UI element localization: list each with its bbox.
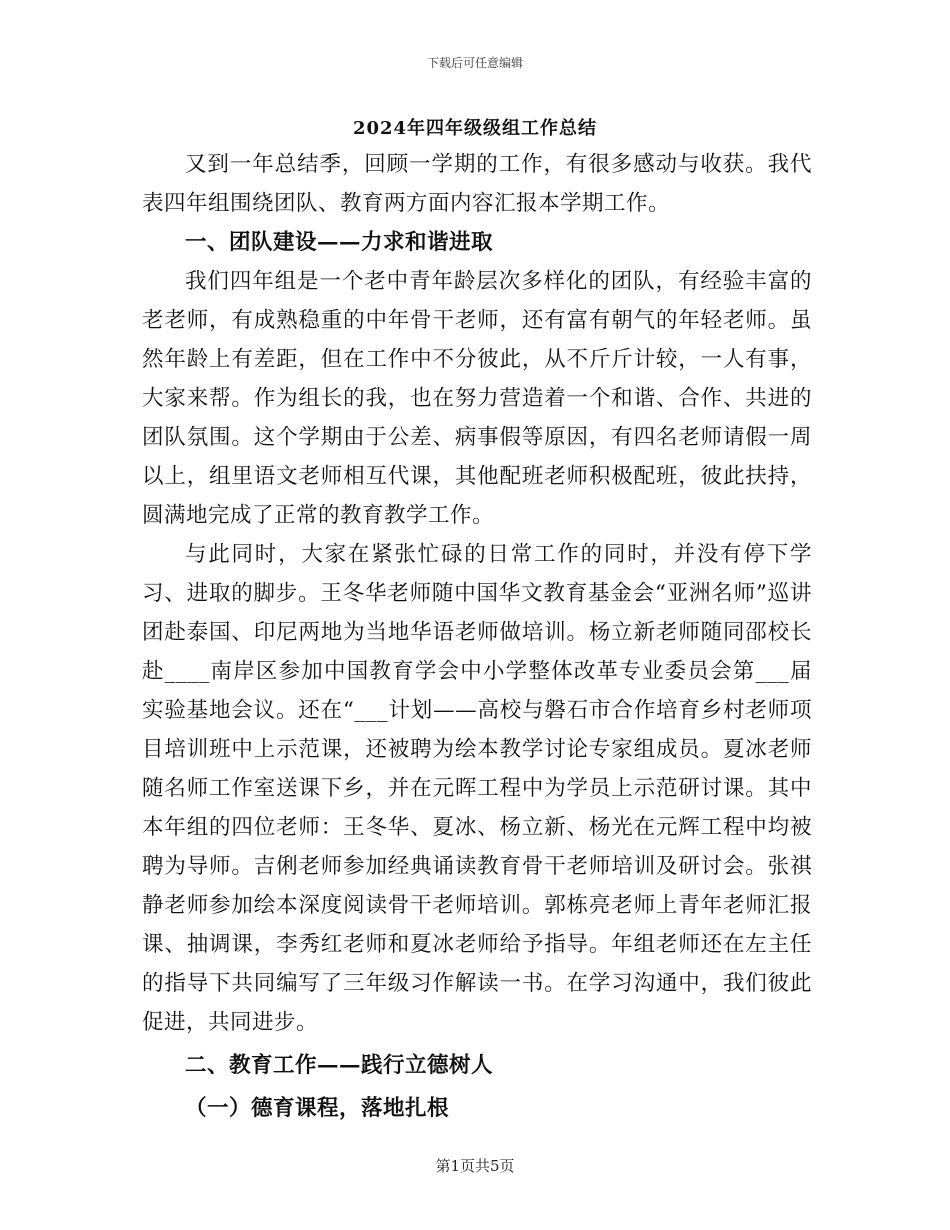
document-title: 2024年四年级级组工作总结 [352, 118, 598, 139]
page-header-note: 下载后可任意编辑 [426, 56, 523, 70]
section-1-heading: 一、团队建设——力求和谐进取 [185, 230, 494, 255]
section-1-paragraph-1: 我们四年组是一个老中青年龄层次多样化的团队，有经验丰富的老老师，有成熟稳重的中年骨干老师，还有富有朝气的年轻老师。虽然年龄上有差距，但在工作中不分彼此，从不斤斤计较，一人有事，大家来帮。作为组长的我，也在努力营造着一个和谐、合作、共进的团队氛围。这个学期由于公差、病事假等原因，有四名老师请假一周以上，组里语文老师相互代课，其他配班老师积极配班，彼此扶持，圆满地完成了正常的教育教学工作。 [142, 269, 812, 528]
page-number: 第1页共5页 [435, 1157, 515, 1175]
document-body [142, 145, 812, 1128]
section-2-heading: 二、教育工作——践行立德树人 [185, 1053, 494, 1078]
intro-paragraph: 又到一年总结季，回顾一学期的工作，有很多感动与收获。我代表四年组围绕团队、教育两方面内容汇报本学期工作。 [142, 152, 812, 216]
section-1-paragraph-2: 与此同时，大家在紧张忙碌的日常工作的同时，并没有停下学习、进取的脚步。王冬华老师随中国华文教育基金会“亚洲名师”巡讲团赴泰国、印尼两地为当地华语老师做培训。杨立新老师随同邵校长赴____南岸区参加中国教育学会中小学整体改革专业委员会第___届实验基地会议。还在“___计划——高校与磐石市合作培育乡村老师项目培训班中上示范课，还被聘为绘本教学讨论专家组成员。夏冰老师随名师工作室送课下乡，并在元晖工程中为学员上示范研讨课。其中本年组的四位老师：王冬华、夏冰、杨立新、杨光在元辉工程中均被聘为导师。吉俐老师参加经典诵读教育骨干老师培训及研讨会。张祺静老师参加绘本深度阅读骨干老师培训。郭栋亮老师上青年老师汇报课、抽调课，李秀红老师和夏冰老师给予指导。年组老师还在左主任的指导下共同编写了三年级习作解读一书。在学习沟通中，我们彼此促进，共同进步。 [142, 542, 812, 1035]
section-2-subheading: （一）德育课程，落地扎根 [185, 1096, 450, 1121]
